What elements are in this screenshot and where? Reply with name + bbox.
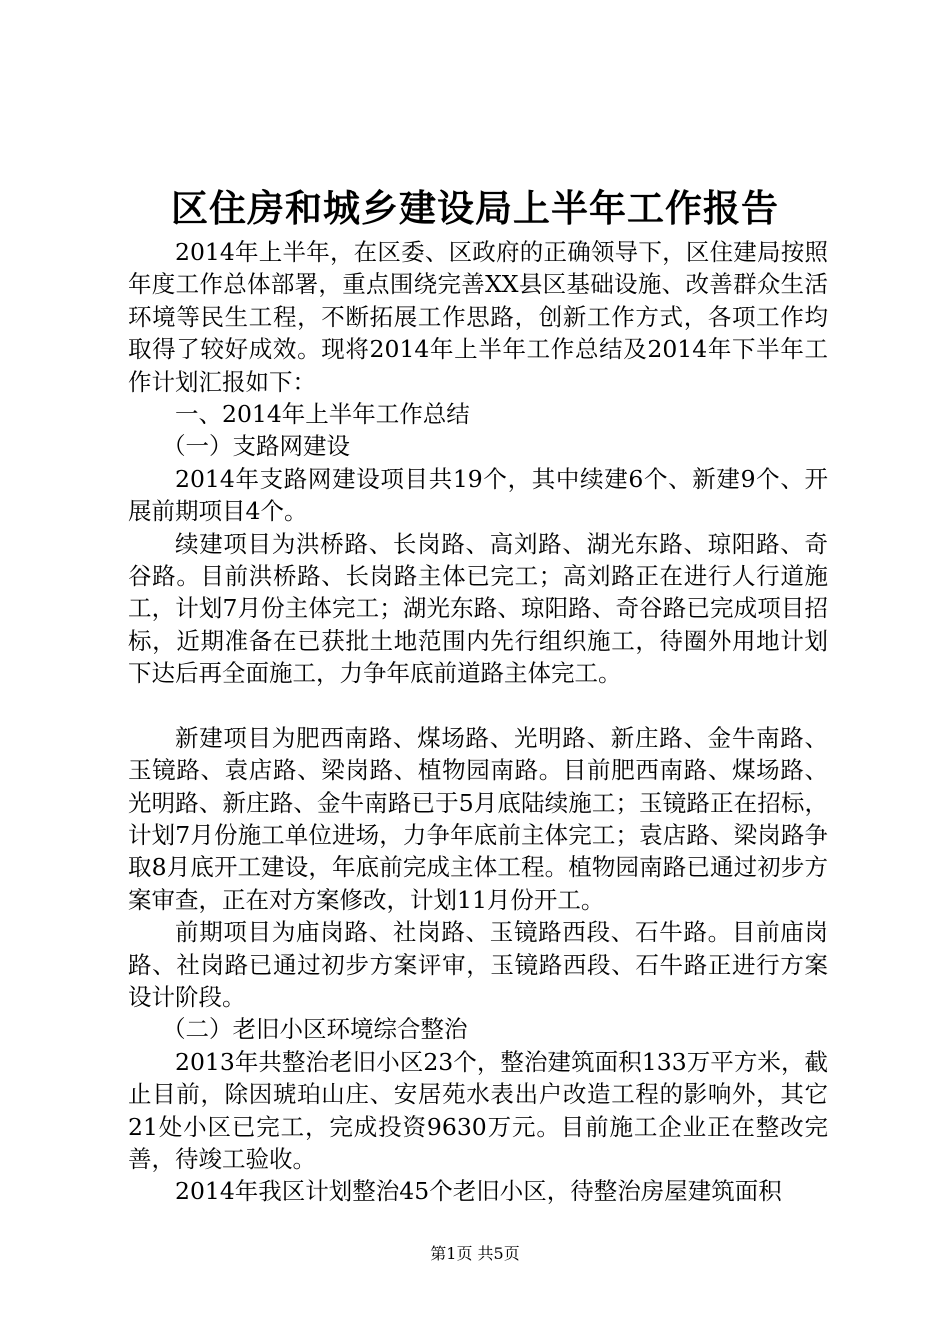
body-paragraph: 2014年支路网建设项目共19个，其中续建6个、新建9个、开展前期项目4个。: [128, 464, 828, 526]
body-paragraph: 新建项目为肥西南路、煤场路、光明路、新庄路、金牛南路、玉镜路、袁店路、梁岗路、植物园南路。目前肥西南路、煤场路、光明路、新庄路、金牛南路已于5月底陆续施工；玉镜路正在招标，计划7月份施工单位进场，力争年底前主体完工；袁店路、梁岗路争取8月底开工建设，年底前完成主体工程。植物园南路已通过初步方案审查，正在对方案修改，计划11月份开工。: [128, 723, 828, 914]
intro-paragraph: 2014年上半年，在区委、区政府的正确领导下，区住建局按照年度工作总体部署，重点围绕完善XX县区基础设施、改善群众生活环境等民生工程，不断拓展工作思路，创新工作方式，各项工作均取得了较好成效。现将2014年上半年工作总结及2014年下半年工作计划汇报如下：: [128, 238, 828, 396]
document-title: 区住房和城乡建设局上半年工作报告: [171, 186, 779, 230]
body-paragraph: 前期项目为庙岗路、社岗路、玉镜路西段、石牛路。目前庙岗路、社岗路已通过初步方案评审，玉镜路西段、石牛路正进行方案设计阶段。: [128, 918, 828, 1011]
subsection-heading: （二）老旧小区环境综合整治: [162, 1015, 468, 1044]
page-footer: 第1页 共5页: [430, 1244, 520, 1263]
document-body: [128, 236, 828, 1208]
body-paragraph: 2013年共整治老旧小区23个，整治建筑面积133万平方米，截止目前，除因琥珀山庄、安居苑水表出户改造工程的影响外，其它21处小区已完工，完成投资9630万元。目前施工企业正在整改完善，待竣工验收。: [128, 1047, 828, 1173]
section-heading: 一、2014年上半年工作总结: [175, 400, 470, 429]
body-paragraph: 2014年我区计划整治45个老旧小区，待整治房屋建筑面积: [175, 1177, 782, 1206]
body-paragraph: 续建项目为洪桥路、长岗路、高刘路、湖光东路、琼阳路、奇谷路。目前洪桥路、长岗路主体已完工；高刘路正在进行人行道施工，计划7月份主体完工；湖光东路、琼阳路、奇谷路已完成项目招标，近期准备在已获批土地范围内先行组织施工，待圈外用地计划下达后再全面施工，力争年底前道路主体完工。: [128, 529, 828, 688]
subsection-heading: （一）支路网建设: [162, 432, 351, 461]
